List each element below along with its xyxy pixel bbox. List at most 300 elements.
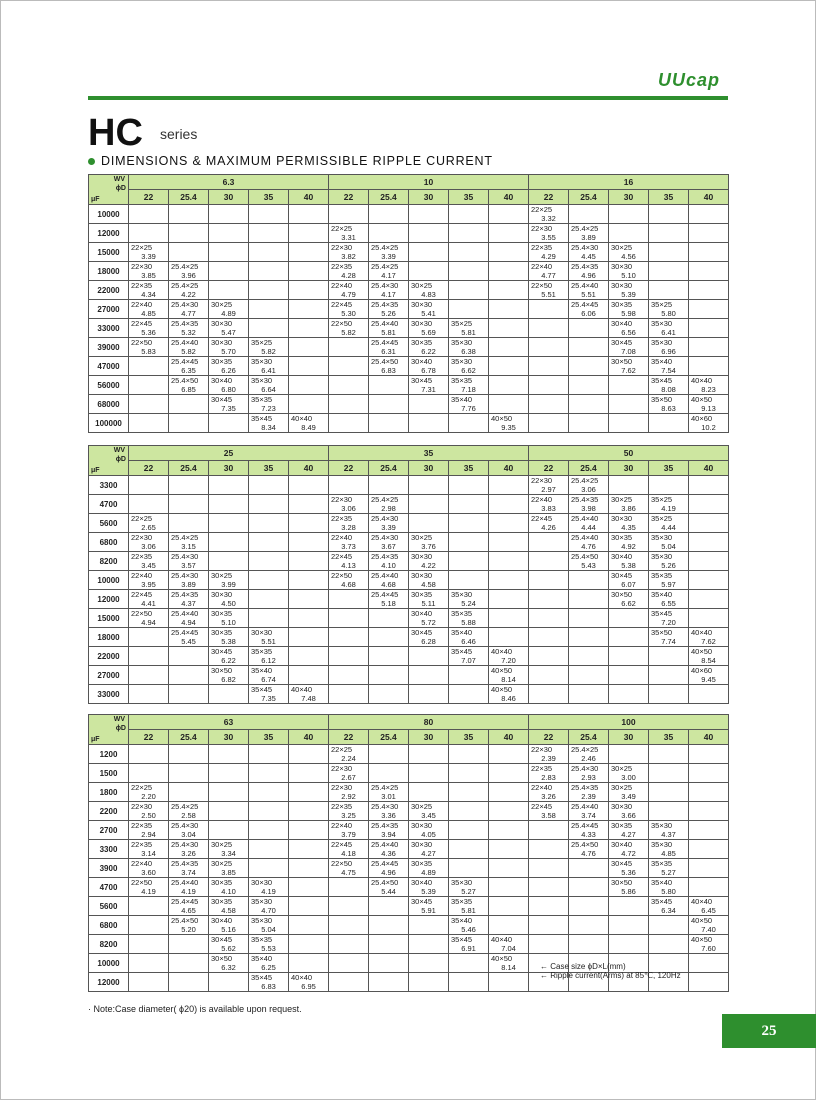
- ripple-current: 6.35: [181, 366, 196, 375]
- case-size: 35×25: [651, 514, 673, 523]
- data-cell: [329, 205, 369, 224]
- data-cell: [489, 764, 529, 783]
- data-cell: [689, 300, 729, 319]
- data-cell: [609, 552, 649, 571]
- data-cell: [529, 628, 569, 647]
- ripple-current: 6.74: [261, 675, 276, 684]
- data-cell: [489, 609, 529, 628]
- data-cell: [169, 262, 209, 281]
- data-cell: [529, 552, 569, 571]
- data-cell: [569, 628, 609, 647]
- case-size: 30×30: [611, 262, 633, 271]
- ripple-current: 8.46: [501, 694, 516, 703]
- data-cell: [369, 533, 409, 552]
- data-cell: [169, 571, 209, 590]
- data-cell: [129, 685, 169, 704]
- data-cell: [689, 552, 729, 571]
- data-cell: [409, 745, 449, 764]
- data-cell: [609, 821, 649, 840]
- table-row: [89, 224, 729, 243]
- ripple-current: 7.74: [661, 637, 676, 646]
- case-size: 40×40: [691, 628, 713, 637]
- corner-d: ϕD: [115, 185, 126, 192]
- data-cell: [289, 338, 329, 357]
- ripple-current: 3.36: [381, 811, 396, 820]
- ripple-current: 3.25: [341, 811, 356, 820]
- data-cell: [249, 319, 289, 338]
- data-cell: [169, 764, 209, 783]
- case-size: 40×50: [491, 954, 513, 963]
- diameter-header: 35: [649, 461, 689, 476]
- data-cell: [129, 495, 169, 514]
- data-cell: [369, 609, 409, 628]
- ripple-current: 4.50: [221, 599, 236, 608]
- capacitance-cell: 10000: [89, 205, 129, 224]
- data-cell: [169, 300, 209, 319]
- case-size: 35×30: [251, 897, 273, 906]
- case-size: 35×30: [651, 840, 673, 849]
- ripple-current: 7.76: [461, 404, 476, 413]
- data-cell: [289, 745, 329, 764]
- data-cell: [169, 243, 209, 262]
- data-cell: [569, 859, 609, 878]
- diameter-header: 25.4: [569, 461, 609, 476]
- data-cell: [489, 476, 529, 495]
- case-size: 30×45: [411, 897, 433, 906]
- table-row: [89, 495, 729, 514]
- case-size: 35×35: [451, 609, 473, 618]
- ripple-current: 6.45: [701, 906, 716, 915]
- data-cell: [129, 243, 169, 262]
- capacitance-cell: 10000: [89, 571, 129, 590]
- data-cell: [209, 281, 249, 300]
- data-cell: [489, 533, 529, 552]
- data-cell: [169, 414, 209, 433]
- diameter-header: 22: [329, 190, 369, 205]
- case-size: 22×35: [131, 281, 153, 290]
- case-size: 30×25: [211, 300, 233, 309]
- case-size: 30×40: [411, 609, 433, 618]
- data-cell: [209, 821, 249, 840]
- data-cell: [409, 552, 449, 571]
- voltage-header: 25: [129, 446, 329, 461]
- data-cell: [649, 802, 689, 821]
- case-size: 35×45: [251, 414, 273, 423]
- data-cell: [369, 495, 409, 514]
- data-cell: [289, 357, 329, 376]
- data-cell: [169, 319, 209, 338]
- case-size: 30×30: [411, 821, 433, 830]
- ripple-current: 6.62: [621, 599, 636, 608]
- diameter-header: 22: [129, 190, 169, 205]
- ripple-current: 2.97: [541, 485, 556, 494]
- data-cell: [489, 897, 529, 916]
- case-size: 30×25: [411, 533, 433, 542]
- data-cell: [529, 414, 569, 433]
- data-cell: [249, 357, 289, 376]
- capacitance-cell: 68000: [89, 395, 129, 414]
- case-size: 40×40: [691, 376, 713, 385]
- ripple-current: 6.41: [261, 366, 276, 375]
- data-cell: [409, 878, 449, 897]
- case-size: 25.4×25: [171, 802, 199, 811]
- data-cell: [369, 571, 409, 590]
- data-cell: [169, 205, 209, 224]
- data-cell: [449, 878, 489, 897]
- data-cell: [409, 243, 449, 262]
- data-cell: [489, 243, 529, 262]
- ripple-current: 5.51: [261, 637, 276, 646]
- ripple-current: 3.96: [181, 271, 196, 280]
- data-cell: [609, 666, 649, 685]
- data-cell: [529, 666, 569, 685]
- case-size: 22×40: [331, 821, 353, 830]
- case-size: 30×35: [211, 357, 233, 366]
- ripple-current: 4.89: [421, 868, 436, 877]
- ripple-current: 8.34: [261, 423, 276, 432]
- case-size: 25.4×45: [371, 590, 399, 599]
- ripple-current: 3.89: [181, 580, 196, 589]
- case-size: 35×35: [451, 897, 473, 906]
- case-size: 40×40: [491, 647, 513, 656]
- data-cell: [609, 764, 649, 783]
- ripple-current: 4.26: [541, 523, 556, 532]
- case-size: 30×40: [611, 552, 633, 561]
- ripple-current: 3.95: [141, 580, 156, 589]
- case-size: 30×40: [411, 357, 433, 366]
- data-cell: [209, 533, 249, 552]
- case-size: 35×40: [451, 916, 473, 925]
- capacitance-cell: 1500: [89, 764, 129, 783]
- data-cell: [369, 916, 409, 935]
- voltage-header: 50: [529, 446, 729, 461]
- data-cell: [489, 916, 529, 935]
- data-cell: [569, 590, 609, 609]
- data-cell: [289, 571, 329, 590]
- data-cell: [569, 376, 609, 395]
- data-cell: [249, 916, 289, 935]
- data-cell: [329, 609, 369, 628]
- ripple-current: 5.88: [461, 618, 476, 627]
- ripple-current: 4.37: [181, 599, 196, 608]
- data-cell: [329, 647, 369, 666]
- corner-d: ϕD: [115, 456, 126, 463]
- case-size: 22×35: [331, 262, 353, 271]
- data-cell: [249, 414, 289, 433]
- data-cell: [609, 357, 649, 376]
- capacitance-cell: 27000: [89, 666, 129, 685]
- ripple-current: 6.62: [461, 366, 476, 375]
- data-cell: [329, 476, 369, 495]
- capacitance-cell: 6800: [89, 916, 129, 935]
- data-cell: [449, 685, 489, 704]
- case-size: 35×40: [251, 666, 273, 675]
- ripple-current: 4.44: [661, 523, 676, 532]
- ripple-current: 4.19: [661, 504, 676, 513]
- case-size: 30×30: [211, 319, 233, 328]
- table-row: [89, 897, 729, 916]
- case-size: 25.4×25: [371, 243, 399, 252]
- ripple-current: 4.96: [581, 271, 596, 280]
- data-cell: [569, 571, 609, 590]
- data-cell: [449, 628, 489, 647]
- case-size: 35×45: [451, 647, 473, 656]
- ripple-current: 5.27: [461, 887, 476, 896]
- data-cell: [609, 590, 649, 609]
- case-size: 22×45: [331, 300, 353, 309]
- case-size: 22×50: [131, 609, 153, 618]
- capacitance-cell: 8200: [89, 935, 129, 954]
- table-row: [89, 666, 729, 685]
- case-size: 22×25: [131, 783, 153, 792]
- corner-cell: [89, 715, 129, 745]
- data-cell: [449, 338, 489, 357]
- case-size: 25.4×40: [171, 609, 199, 618]
- data-cell: [609, 205, 649, 224]
- case-size: 25.4×35: [571, 495, 599, 504]
- data-cell: [489, 552, 529, 571]
- data-cell: [289, 916, 329, 935]
- case-size: 25.4×50: [371, 878, 399, 887]
- case-size: 30×40: [611, 840, 633, 849]
- data-cell: [329, 533, 369, 552]
- case-size: 35×30: [451, 338, 473, 347]
- ripple-current: 7.60: [701, 944, 716, 953]
- data-cell: [409, 338, 449, 357]
- table-row: [89, 685, 729, 704]
- diameter-header: 30: [609, 730, 649, 745]
- spec-table: [88, 445, 729, 704]
- case-size: 25.4×30: [371, 514, 399, 523]
- case-size: 30×50: [611, 357, 633, 366]
- case-size: 25.4×45: [371, 859, 399, 868]
- data-cell: [449, 954, 489, 973]
- diameter-header-row: [89, 190, 729, 205]
- data-cell: [689, 802, 729, 821]
- ripple-current: 6.91: [461, 944, 476, 953]
- ripple-current: 7.20: [501, 656, 516, 665]
- diameter-header: 30: [409, 461, 449, 476]
- case-size: 22×50: [331, 319, 353, 328]
- data-cell: [649, 476, 689, 495]
- data-cell: [369, 935, 409, 954]
- data-cell: [569, 319, 609, 338]
- data-cell: [249, 552, 289, 571]
- data-cell: [449, 840, 489, 859]
- case-size: 22×35: [131, 840, 153, 849]
- data-cell: [249, 300, 289, 319]
- table-row: [89, 609, 729, 628]
- data-cell: [489, 878, 529, 897]
- data-cell: [209, 973, 249, 992]
- case-size: 25.4×45: [571, 821, 599, 830]
- case-size: 40×50: [691, 395, 713, 404]
- data-cell: [249, 647, 289, 666]
- case-size: 25.4×30: [171, 840, 199, 849]
- data-cell: [249, 609, 289, 628]
- data-cell: [209, 224, 249, 243]
- ripple-current: 4.17: [381, 290, 396, 299]
- data-cell: [169, 647, 209, 666]
- data-cell: [249, 878, 289, 897]
- ripple-current: 10.2: [701, 423, 716, 432]
- data-cell: [489, 783, 529, 802]
- data-cell: [209, 916, 249, 935]
- data-cell: [649, 262, 689, 281]
- data-cell: [209, 935, 249, 954]
- case-size: 35×40: [651, 590, 673, 599]
- case-size: 25.4×35: [371, 552, 399, 561]
- data-cell: [129, 859, 169, 878]
- data-cell: [689, 495, 729, 514]
- data-cell: [649, 647, 689, 666]
- case-size: 22×50: [531, 281, 553, 290]
- data-cell: [249, 338, 289, 357]
- data-cell: [529, 935, 569, 954]
- data-cell: [609, 300, 649, 319]
- legend-ripple-text: Ripple current(Arms) at 85℃, 120Hz: [550, 971, 681, 980]
- case-size: 35×35: [251, 395, 273, 404]
- case-size: 25.4×40: [571, 533, 599, 542]
- diameter-header: 30: [609, 461, 649, 476]
- ripple-current: 8.14: [501, 963, 516, 972]
- table-row: [89, 357, 729, 376]
- data-cell: [449, 935, 489, 954]
- data-cell: [409, 666, 449, 685]
- case-size: 22×50: [331, 859, 353, 868]
- spec-table: [88, 714, 729, 992]
- ripple-current: 5.46: [461, 925, 476, 934]
- data-cell: [249, 954, 289, 973]
- data-cell: [569, 840, 609, 859]
- data-cell: [689, 973, 729, 992]
- diameter-header: 25.4: [169, 730, 209, 745]
- ripple-current: 4.19: [261, 887, 276, 896]
- data-cell: [369, 878, 409, 897]
- data-cell: [689, 954, 729, 973]
- data-cell: [569, 495, 609, 514]
- ripple-current: 6.25: [261, 963, 276, 972]
- case-size: 25.4×40: [171, 338, 199, 347]
- data-cell: [369, 745, 409, 764]
- ripple-current: 3.32: [541, 214, 556, 223]
- data-cell: [449, 533, 489, 552]
- data-cell: [449, 376, 489, 395]
- ripple-current: 3.85: [221, 868, 236, 877]
- data-cell: [529, 533, 569, 552]
- data-cell: [329, 590, 369, 609]
- ripple-current: 4.76: [581, 542, 596, 551]
- data-cell: [649, 590, 689, 609]
- case-size: 30×40: [211, 916, 233, 925]
- table-row: [89, 821, 729, 840]
- data-cell: [569, 552, 609, 571]
- data-cell: [249, 783, 289, 802]
- data-cell: [409, 916, 449, 935]
- data-cell: [329, 666, 369, 685]
- ripple-current: 3.49: [621, 792, 636, 801]
- ripple-current: 4.37: [661, 830, 676, 839]
- case-size: 25.4×25: [571, 224, 599, 233]
- data-cell: [169, 281, 209, 300]
- data-cell: [409, 262, 449, 281]
- data-cell: [209, 414, 249, 433]
- data-cell: [249, 533, 289, 552]
- capacitance-cell: 12000: [89, 224, 129, 243]
- data-cell: [569, 745, 609, 764]
- ripple-current: 5.36: [621, 868, 636, 877]
- section-heading-text: DIMENSIONS & MAXIMUM PERMISSIBLE RIPPLE CURRENT: [101, 154, 493, 168]
- diameter-header: 40: [489, 461, 529, 476]
- data-cell: [289, 281, 329, 300]
- data-cell: [169, 476, 209, 495]
- case-size: 30×25: [411, 802, 433, 811]
- ripple-current: 2.94: [141, 830, 156, 839]
- case-size: 35×25: [651, 495, 673, 504]
- data-cell: [129, 821, 169, 840]
- data-cell: [529, 357, 569, 376]
- ripple-current: 6.22: [221, 656, 236, 665]
- data-cell: [249, 973, 289, 992]
- ripple-current: 4.75: [341, 868, 356, 877]
- data-cell: [369, 243, 409, 262]
- ripple-current: 2.39: [541, 754, 556, 763]
- data-cell: [609, 319, 649, 338]
- data-cell: [369, 262, 409, 281]
- data-cell: [689, 476, 729, 495]
- ripple-current: 6.41: [661, 328, 676, 337]
- ripple-current: 7.40: [701, 925, 716, 934]
- case-size: 35×50: [651, 395, 673, 404]
- case-size: 25.4×30: [371, 802, 399, 811]
- case-size: 22×40: [131, 571, 153, 580]
- ripple-current: 5.10: [221, 618, 236, 627]
- data-cell: [289, 495, 329, 514]
- data-cell: [569, 935, 609, 954]
- data-cell: [409, 533, 449, 552]
- data-cell: [329, 840, 369, 859]
- diameter-header: 35: [449, 730, 489, 745]
- data-cell: [129, 224, 169, 243]
- diameter-header: 30: [209, 730, 249, 745]
- footnote: · Note:Case diameter( ϕ20) is available upon request.: [88, 1004, 302, 1014]
- ripple-current: 3.73: [341, 542, 356, 551]
- ripple-current: 3.39: [381, 523, 396, 532]
- data-cell: [649, 319, 689, 338]
- data-cell: [129, 476, 169, 495]
- data-cell: [529, 571, 569, 590]
- data-cell: [329, 224, 369, 243]
- data-cell: [169, 395, 209, 414]
- data-cell: [209, 628, 249, 647]
- capacitance-cell: 10000: [89, 954, 129, 973]
- data-cell: [489, 628, 529, 647]
- ripple-current: 4.44: [581, 523, 596, 532]
- data-cell: [609, 395, 649, 414]
- data-cell: [169, 590, 209, 609]
- case-size: 22×30: [131, 802, 153, 811]
- table-row: [89, 859, 729, 878]
- ripple-current: 4.72: [621, 849, 636, 858]
- data-cell: [249, 205, 289, 224]
- data-cell: [409, 764, 449, 783]
- case-size: 35×30: [451, 357, 473, 366]
- ripple-current: 4.94: [181, 618, 196, 627]
- case-size: 35×35: [651, 859, 673, 868]
- data-cell: [489, 954, 529, 973]
- case-size: 30×35: [611, 300, 633, 309]
- ripple-current: 3.58: [541, 811, 556, 820]
